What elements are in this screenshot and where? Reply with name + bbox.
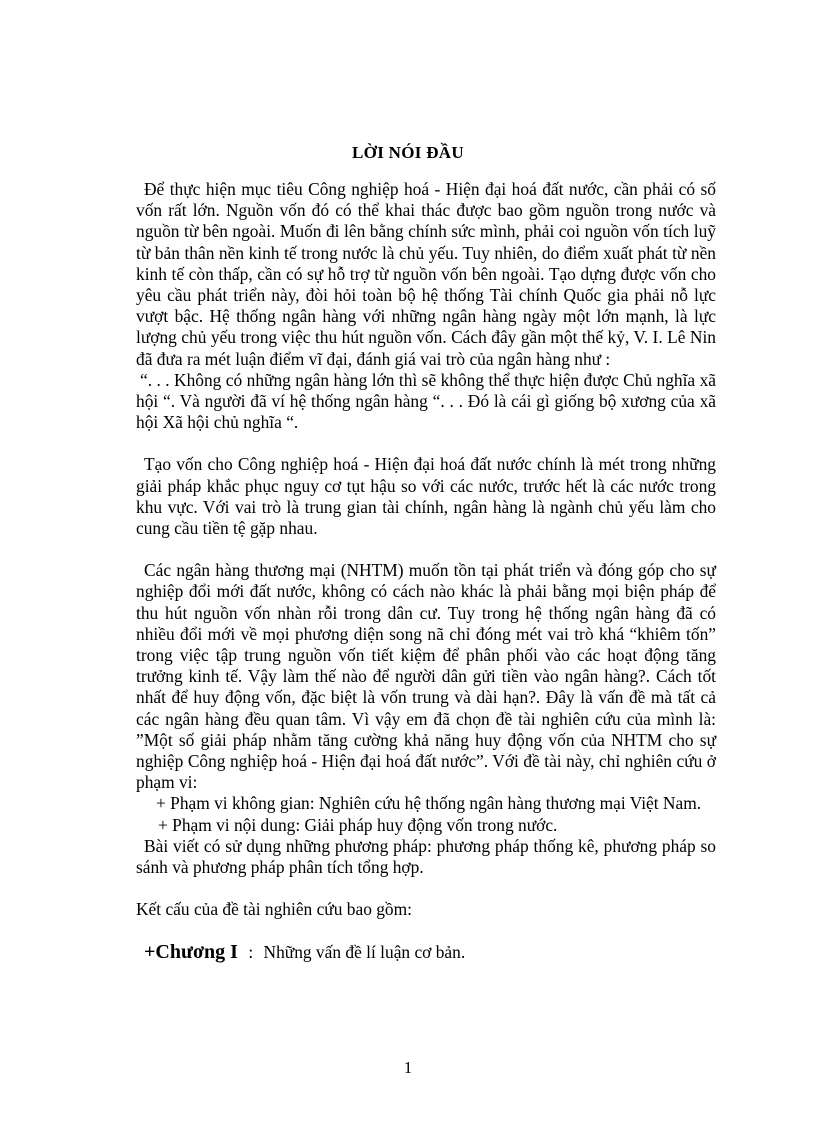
paragraph-quote: “. . . Không có những ngân hàng lớn thì sẽ không thể thực hiện được Chủ nghĩa xã hội “. Và người đã ví hệ thống ngân hàng “. . . Đó là cái gì giống bộ xương của xã hội Xã hội chủ nghĩa “. <box>136 369 716 433</box>
paragraph-methods: Bài viết có sử dụng những phương pháp: phương pháp thống kê, phương pháp so sánh và phương pháp phân tích tổng hợp. <box>136 835 716 878</box>
paragraph-spacer <box>136 878 716 899</box>
chapter-item <box>136 942 716 963</box>
paragraph-spacer <box>136 921 716 942</box>
paragraph-spacer <box>136 539 716 560</box>
paragraph-spacer <box>136 433 716 454</box>
page-number: 1 <box>403 1058 413 1077</box>
paragraph-nhtm: Các ngân hàng thương mại (NHTM) muốn tồn tại phát triển và đóng góp cho sự nghiệp đổi mới đất nước, không có cách nào khác là phải bằng mọi biện pháp để thu hút nguồn vốn nhàn rỗi trong dân cư. Tuy trong hệ thống ngân hàng đã có nhiều đổi mới về mọi phương diện song nã chỉ đóng mét vai trò khá “khiêm tốn” trong việc tập trung nguồn vốn tiết kiệm để phân phối vào các hoạt động tăng trưởng kinh tế. Vậy làm thế nào để người dân gửi tiền vào ngân hàng?. Cách tốt nhất để huy động vốn, đặc biệt là vốn trung và dài hạn?. Đây là vấn đề mà tất cả các ngân hàng đều quan tâm. Vì vậy em đã chọn đề tài nghiên cứu của mình là: ”Một số giải pháp nhằm tăng cường khả năng huy động vốn của NHTM cho sự nghiệp Công nghiệp hoá - Hiện đại hoá đất nước”. Với đề tài này, chỉ nghiên cứu ở phạm vi: <box>136 560 716 793</box>
page-title: LỜI NÓI ĐẦU <box>352 143 464 162</box>
chapter-separator: : <box>248 941 254 962</box>
document-body <box>136 179 716 963</box>
paragraph-intro: Để thực hiện mục tiêu Công nghiệp hoá - Hiện đại hoá đất nước, cần phải có số vốn rất lớn. Nguồn vốn đó có thể khai thác được bao gồm nguồn trong nước và nguồn từ bên ngoài. Muốn đi lên bằng chính sức mình, phải coi nguồn vốn tích luỹ từ bản thân nền kinh tế trong nước là chủ yếu. Tuy nhiên, do điểm xuất phát từ nền kinh tế còn thấp, cần có sự hỗ trợ từ nguồn vốn bên ngoài. Tạo dựng được vốn cho yêu cầu phát triển này, đòi hỏi toàn bộ hệ thống Tài chính Quốc gia phải nỗ lực vượt bậc. Hệ thống ngân hàng với những ngân hàng ngày một lớn mạnh, là lực lượng chủ yếu trong việc thu hút nguồn vốn. Cách đây gần một thế kỷ, V. I. Lê Nin đã đưa ra mét luận điểm vĩ đại, đánh giá vai trò của ngân hàng như : <box>136 179 716 369</box>
paragraph-structure: Kết cấu của đề tài nghiên cứu bao gồm: <box>136 899 412 920</box>
chapter-title: Những vấn đề lí luận cơ bản. <box>263 941 466 962</box>
chapter-label: +Chương I <box>144 940 238 963</box>
scope-space-item: + Phạm vi không gian: Nghiên cứu hệ thống ngân hàng thương mại Việt Nam. <box>156 793 702 814</box>
paragraph-capital: Tạo vốn cho Công nghiệp hoá - Hiện đại hoá đất nước chính là mét trong những giải pháp khắc phục nguy cơ tụt hậu so với các nước, trước hết là các nước trong khu vực. Với vai trò là trung gian tài chính, ngân hàng là ngành chủ yếu làm cho cung cầu tiền tệ gặp nhau. <box>136 454 716 539</box>
scope-content-item: + Phạm vi nội dung: Giải pháp huy động vốn trong nước. <box>158 814 558 835</box>
